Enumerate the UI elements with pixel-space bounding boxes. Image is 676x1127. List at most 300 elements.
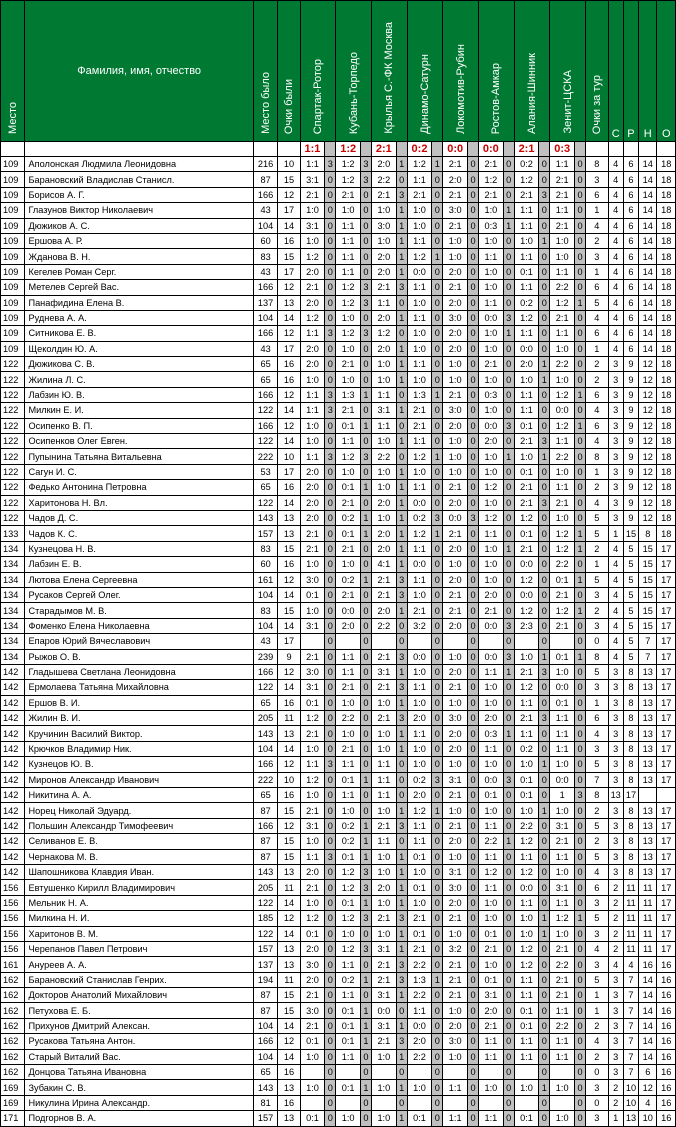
cell-m6-pts: 0 [503,1080,514,1095]
cell-m3-pts: 1 [396,988,407,1003]
cell-n: 14 [639,1018,657,1033]
cell-m7-score: 1:2 [514,834,538,849]
cell-m4-pts: 0 [432,434,443,449]
cell-m1-score: 3:0 [300,1003,324,1018]
cell-m1-pts: 0 [325,372,336,387]
cell-m4-score [407,1095,431,1110]
cell-m5-score: 2:0 [443,726,467,741]
cell-m2-score: 0:1 [336,849,360,864]
cell-m1-pts: 0 [325,1065,336,1080]
cell-m6-pts: 0 [503,818,514,833]
cell-m8-score: 1:0 [550,757,574,772]
cell-m5-score: 2:1 [443,957,467,972]
cell-name: Панафидина Елена В. [25,295,253,310]
cell-m1-pts: 0 [325,1018,336,1033]
cell-n: 12 [639,434,657,449]
cell-r: 5 [623,587,638,602]
table-row [1,849,676,864]
cell-r: 6 [623,264,638,279]
cell-place: 142 [1,803,25,818]
cell-m2-score: 0:2 [336,510,360,525]
cell-tour-points: 5 [586,757,608,772]
cell-c: 4 [608,280,623,295]
cell-tour-points: 8 [586,649,608,664]
cell-c: 4 [608,203,623,218]
cell-m1-score: 2:0 [300,464,324,479]
cell-m8-score: 1:0 [550,664,574,679]
cell-m8-score: 2:2 [550,357,574,372]
cell-r: 8 [623,664,638,679]
cell-m6-pts: 0 [503,1095,514,1110]
cell-m5-score: 2:0 [443,495,467,510]
cell-c: 4 [608,618,623,633]
cell-m4-score: 1:1 [407,726,431,741]
cell-o: 17 [657,849,676,864]
cell-m5-score: 2:0 [443,618,467,633]
cell-m6-pts: 1 [503,664,514,679]
cell-m4-pts: 0 [432,1080,443,1095]
cell-m2-pts: 0 [360,341,371,356]
cell-m3-score: 2:2 [372,449,396,464]
cell-m7-pts: 0 [539,864,550,879]
cell-m1-pts: 0 [325,280,336,295]
cell-place-was: 65 [253,357,277,372]
cell-m6-score: 1:0 [479,957,503,972]
cell-m6-pts: 0 [503,972,514,987]
cell-m5-score: 1:0 [443,1049,467,1064]
cell-m2-pts: 0 [360,357,371,372]
cell-m1-pts: 0 [325,464,336,479]
cell-m6-pts: 0 [503,741,514,756]
cell-o [657,788,676,803]
cell-m1-pts: 0 [325,557,336,572]
cell-m4-pts: 1 [432,526,443,541]
cell-m7-score: 1:2 [514,941,538,956]
cell-place: 122 [1,495,25,510]
cell-place: 134 [1,572,25,587]
cell-m2-pts: 0 [360,249,371,264]
table-row [1,957,676,972]
cell-c: 4 [608,572,623,587]
cell-o: 17 [657,911,676,926]
cell-r: 8 [623,695,638,710]
cell-m7-score: 2:0 [514,357,538,372]
cell-m8-pts: 0 [574,695,585,710]
cell-m5-score [443,1095,467,1110]
cell-m2-score: 2:1 [336,187,360,202]
cell-m8-pts: 0 [574,1034,585,1049]
col-place: Место [1,1,25,142]
cell-m7-score: 0:1 [514,418,538,433]
cell-m2-pts: 0 [360,726,371,741]
cell-m2-score: 0:1 [336,895,360,910]
cell-m6-score: 1:0 [479,557,503,572]
cell-o: 16 [657,972,676,987]
cell-r: 6 [623,326,638,341]
cell-m4-score: 1:1 [407,280,431,295]
cell-m3-pts: 0 [396,634,407,649]
cell-c: 3 [608,1018,623,1033]
cell-m5-pts: 0 [467,280,478,295]
cell-r: 7 [623,972,638,987]
cell-m7-pts: 3 [539,711,550,726]
cell-o: 18 [657,203,676,218]
table-row [1,834,676,849]
cell-m6-score: 1:2 [479,864,503,879]
cell-tour-points: 6 [586,280,608,295]
cell-n: 12 [639,387,657,402]
cell-o: 17 [657,818,676,833]
cell-m4-score: 1:0 [407,587,431,602]
cell-m1-pts: 0 [325,172,336,187]
cell-m7-pts: 0 [539,541,550,556]
cell-m8-pts: 0 [574,880,585,895]
cell-m5-score: 0:0 [443,510,467,525]
cell-m6-score: 2:1 [479,941,503,956]
cell-points-was: 17 [278,203,300,218]
cell-place: 161 [1,957,25,972]
cell-tour-points: 7 [586,772,608,787]
cell-m6-pts: 0 [503,695,514,710]
cell-points-was: 17 [278,264,300,279]
cell-o: 17 [657,895,676,910]
cell-m4-score: 1:1 [407,172,431,187]
cell-place: 122 [1,418,25,433]
cell-m1-pts: 0 [325,434,336,449]
cell-m4-pts: 0 [432,957,443,972]
cell-m8-pts: 0 [574,895,585,910]
cell-m2-pts: 0 [360,557,371,572]
cell-place: 122 [1,434,25,449]
cell-c: 4 [608,957,623,972]
cell-r: 6 [623,218,638,233]
cell-m8-score: 0:0 [550,772,574,787]
cell-m4-pts: 0 [432,1034,443,1049]
cell-m5-score: 3:0 [443,880,467,895]
col-match-7: Алания-Шинник [514,1,550,142]
cell-c: 13 [608,788,623,803]
cell-m4-pts: 0 [432,788,443,803]
cell-m4-score: 2:1 [407,403,431,418]
cell-place: 156 [1,895,25,910]
cell-m7-pts: 0 [539,295,550,310]
cell-m5-pts: 0 [467,264,478,279]
cell-m3-score [372,1095,396,1110]
cell-m4-score: 0:1 [407,880,431,895]
cell-m5-score: 2:1 [443,587,467,602]
cell-m1-score: 3:1 [300,680,324,695]
cell-m7-pts: 3 [539,187,550,202]
cell-o: 18 [657,434,676,449]
cell-n: 7 [639,649,657,664]
cell-m8-score: 1:1 [550,157,574,172]
cell-m6-pts: 0 [503,434,514,449]
cell-place: 156 [1,926,25,941]
cell-name: Селиванов Е. В. [25,834,253,849]
cell-m5-score: 2:0 [443,741,467,756]
cell-m6-score: 2:1 [479,603,503,618]
table-row [1,587,676,602]
cell-c: 4 [608,233,623,248]
cell-tour-points: 1 [586,557,608,572]
cell-r: 8 [623,757,638,772]
cell-m8-pts: 0 [574,1049,585,1064]
cell-m1-pts: 0 [325,233,336,248]
table-row [1,280,676,295]
cell-m1-pts: 0 [325,741,336,756]
cell-points-was: 12 [278,1034,300,1049]
cell-m1-pts: 3 [325,757,336,772]
cell-m5-pts: 0 [467,988,478,1003]
cell-m1-pts: 0 [325,926,336,941]
cell-m6-score [479,1095,503,1110]
cell-m2-score: 0:2 [336,572,360,587]
cell-name: Барановский Станислав Генрих. [25,972,253,987]
cell-r: 8 [623,849,638,864]
cell-place: 122 [1,387,25,402]
cell-m3-pts: 1 [396,895,407,910]
cell-m7-pts: 0 [539,1034,550,1049]
cell-tour-points: 6 [586,418,608,433]
cell-m6-pts: 0 [503,587,514,602]
cell-place: 142 [1,664,25,679]
cell-name: Чадов К. С. [25,526,253,541]
cell-n: 6 [639,1065,657,1080]
cell-c: 3 [608,480,623,495]
cell-m6-score: 1:2 [479,510,503,525]
cell-m5-score: 2:1 [443,911,467,926]
cell-m3-pts: 1 [396,203,407,218]
cell-m8-pts: 0 [574,957,585,972]
cell-m4-pts: 0 [432,757,443,772]
cell-m7-score: 1:0 [514,372,538,387]
cell-place: 142 [1,726,25,741]
cell-m6-score: 2:0 [479,434,503,449]
cell-m4-score: 1:3 [407,387,431,402]
cell-m8-score: 1:2 [550,526,574,541]
cell-m5-score: 2:1 [443,526,467,541]
cell-m3-score: 2:0 [372,495,396,510]
cell-m6-score: 2:1 [479,157,503,172]
cell-n: 12 [639,464,657,479]
cell-m8-score: 1:1 [550,849,574,864]
cell-m7-score: 1:1 [514,695,538,710]
cell-m4-score: 2:1 [407,418,431,433]
cell-m6-score: 1:1 [479,1034,503,1049]
cell-points-was: 17 [278,634,300,649]
cell-m4-score: 1:1 [407,541,431,556]
cell-m6-score: 0:1 [479,926,503,941]
cell-name: Рыжов О. В. [25,649,253,664]
cell-o: 17 [657,711,676,726]
cell-m6-score: 1:1 [479,526,503,541]
cell-place-was: 166 [253,757,277,772]
cell-m8-pts: 0 [574,741,585,756]
cell-points-was: 15 [278,603,300,618]
table-row [1,387,676,402]
cell-m4-pts: 0 [432,310,443,325]
cell-n: 12 [639,510,657,525]
cell-m7-score: 2:1 [514,711,538,726]
cell-m2-score: 2:2 [336,711,360,726]
cell-place-was: 43 [253,264,277,279]
cell-m3-score: 1:0 [372,434,396,449]
cell-m3-pts: 3 [396,818,407,833]
cell-m4-score: 0:1 [407,926,431,941]
cell-name: Гладышева Светлана Леонидовна [25,664,253,679]
cell-m7-score: 1:2 [514,310,538,325]
cell-m3-pts: 1 [396,372,407,387]
cell-m8-pts: 0 [574,680,585,695]
cell-m6-score [479,1065,503,1080]
cell-m5-pts: 0 [467,357,478,372]
cell-m5-score: 2:1 [443,480,467,495]
cell-place: 162 [1,1065,25,1080]
cell-n: 13 [639,726,657,741]
cell-m2-score: 1:0 [336,557,360,572]
cell-m4-pts: 1 [432,972,443,987]
cell-m7-pts: 0 [539,618,550,633]
table-row [1,295,676,310]
cell-m4-pts: 0 [432,1003,443,1018]
cell-points-was: 11 [278,972,300,987]
cell-m4-score: 2:2 [407,1049,431,1064]
cell-m3-pts: 1 [396,557,407,572]
cell-m8-pts: 0 [574,726,585,741]
cell-m4-pts: 3 [432,510,443,525]
cell-m3-score: 1:2 [372,326,396,341]
cell-points-was: 16 [278,233,300,248]
cell-place: 109 [1,187,25,202]
cell-place: 162 [1,988,25,1003]
cell-m8-score: 3:1 [550,818,574,833]
cell-m4-pts: 0 [432,1111,443,1126]
cell-o: 18 [657,172,676,187]
cell-m7-score: 0:0 [514,880,538,895]
cell-m5-score: 2:1 [443,157,467,172]
cell-m2-score: 1:1 [336,434,360,449]
match-result: 2:1 [514,142,538,157]
cell-c: 3 [608,357,623,372]
cell-m1-pts: 0 [325,772,336,787]
cell-m6-pts: 0 [503,1049,514,1064]
cell-m8-score: 1:0 [550,464,574,479]
cell-name: Донцова Татьяна Ивановна [25,1065,253,1080]
cell-m5-score: 3:0 [443,310,467,325]
cell-m8-score: 1:0 [550,249,574,264]
cell-m4-score: 2:0 [407,788,431,803]
cell-m1-score: 2:1 [300,988,324,1003]
cell-r: 11 [623,926,638,941]
cell-place: 109 [1,295,25,310]
cell-m8-score: 1:0 [550,372,574,387]
cell-m2-pts: 0 [360,187,371,202]
cell-m3-score: 1:1 [372,295,396,310]
cell-points-was: 15 [278,1003,300,1018]
cell-r: 7 [623,1003,638,1018]
cell-m2-score: 1:0 [336,726,360,741]
cell-m3-pts: 0 [396,387,407,402]
cell-place-was: 83 [253,603,277,618]
cell-place: 109 [1,264,25,279]
cell-m2-pts: 1 [360,572,371,587]
cell-tour-points: 2 [586,233,608,248]
cell-r: 9 [623,480,638,495]
cell-m8-pts: 1 [574,911,585,926]
cell-m1-pts: 0 [325,664,336,679]
cell-points-was: 14 [278,310,300,325]
cell-m8-score: 0:0 [550,680,574,695]
cell-points-was: 13 [278,864,300,879]
cell-m2-pts: 3 [360,911,371,926]
cell-m4-pts: 0 [432,634,443,649]
cell-m5-score: 2:1 [443,603,467,618]
cell-m8-score: 1:1 [550,1034,574,1049]
cell-o: 18 [657,326,676,341]
cell-m8-score: 1:1 [550,1049,574,1064]
cell-o: 17 [657,880,676,895]
cell-m8-pts: 1 [574,526,585,541]
cell-m8-score: 1:0 [550,510,574,525]
cell-place-was: 65 [253,1065,277,1080]
cell-m3-pts: 1 [396,218,407,233]
cell-points-was: 13 [278,726,300,741]
cell-c: 4 [608,603,623,618]
cell-m2-score: 2:1 [336,541,360,556]
cell-m3-pts: 3 [396,1034,407,1049]
cell-m2-pts: 0 [360,926,371,941]
cell-m5-pts: 0 [467,157,478,172]
cell-r: 6 [623,295,638,310]
cell-m1-pts: 0 [325,649,336,664]
cell-m8-score: 2:1 [550,988,574,1003]
cell-o: 16 [657,1018,676,1033]
cell-m7-score: 1:1 [514,1049,538,1064]
cell-m8-pts: 0 [574,372,585,387]
cell-m8-pts: 1 [574,572,585,587]
cell-m5-score: 2:1 [443,280,467,295]
cell-m6-score: 1:0 [479,449,503,464]
cell-m8-pts: 0 [574,803,585,818]
cell-m5-pts: 0 [467,1111,478,1126]
cell-m7-score: 0:1 [514,526,538,541]
cell-m7-score: 2:1 [514,187,538,202]
cell-name: Аполонская Людмила Леонидовна [25,157,253,172]
cell-place-was: 104 [253,218,277,233]
cell-tour-points: 1 [586,988,608,1003]
cell-m6-score: 1:0 [479,403,503,418]
cell-m7-pts: 1 [539,803,550,818]
cell-m3-pts: 1 [396,310,407,325]
cell-m4-score: 1:0 [407,218,431,233]
cell-m3-score: 1:1 [372,772,396,787]
cell-m4-score: 1:0 [407,1080,431,1095]
cell-o: 17 [657,649,676,664]
cell-m6-score: 1:0 [479,280,503,295]
cell-m8-pts: 0 [574,618,585,633]
cell-m7-score: 1:0 [514,926,538,941]
cell-m2-pts: 1 [360,1080,371,1095]
cell-m2-pts: 0 [360,649,371,664]
cell-c: 3 [608,988,623,1003]
cell-m6-pts: 0 [503,680,514,695]
cell-m4-score: 2:2 [407,988,431,1003]
cell-c: 3 [608,418,623,433]
cell-m5-score: 3:0 [443,1034,467,1049]
cell-m5-pts: 0 [467,1065,478,1080]
cell-o: 18 [657,187,676,202]
cell-c: 3 [608,1003,623,1018]
